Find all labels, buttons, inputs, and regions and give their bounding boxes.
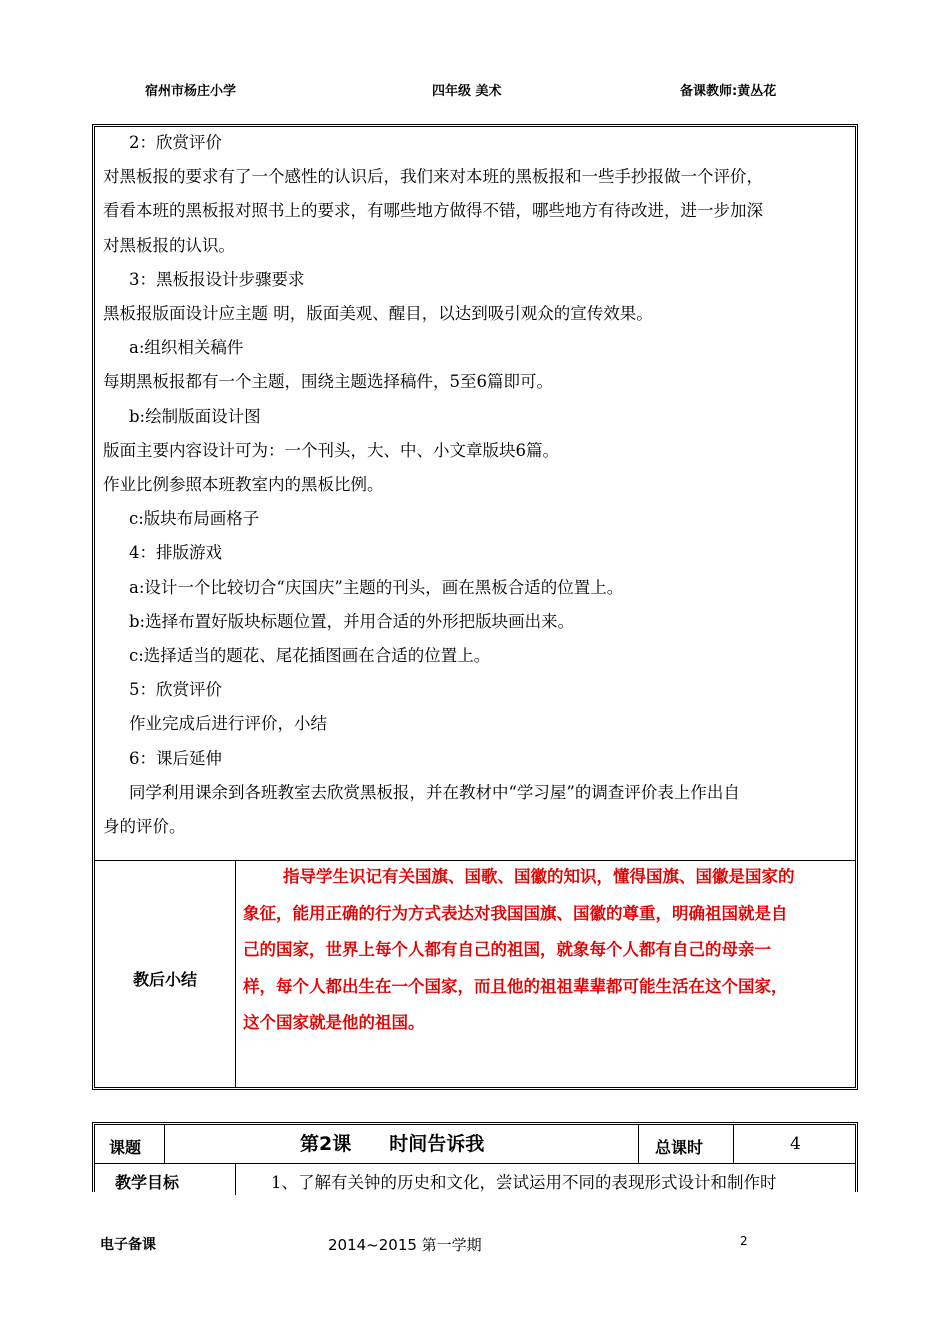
header-school: 宿州市杨庄小学 bbox=[145, 84, 237, 99]
body-line: a:组织相关稿件 bbox=[129, 338, 244, 358]
summary-divider bbox=[95, 860, 855, 861]
summary-column-divider bbox=[235, 860, 236, 1088]
row-divider bbox=[95, 1163, 855, 1164]
lesson-info-table bbox=[92, 1122, 858, 1192]
body-line: a:设计一个比较切合“庆国庆”主题的刊头，画在黑板合适的位置上。 bbox=[129, 577, 624, 597]
page-footer bbox=[0, 1234, 950, 1258]
body-line: 作业比例参照本班教室内的黑板比例。 bbox=[103, 475, 384, 494]
body-line: 对黑板报的认识。 bbox=[103, 235, 235, 255]
header-grade-subject: 四年级 美术 bbox=[432, 84, 502, 99]
page-header bbox=[0, 80, 950, 102]
goal-text: 1、了解有关钟的历史和文化，尝试运用不同的表现形式设计和制作时 bbox=[271, 1173, 777, 1192]
body-line: 同学利用课余到各班教室去欣赏黑板报，并在教材中“学习屋”的调查评价表上作出自 bbox=[129, 782, 740, 802]
col-divider-2 bbox=[638, 1125, 639, 1163]
lesson-title: 第2课 时间告诉我 bbox=[300, 1133, 485, 1155]
col-divider-1 bbox=[164, 1125, 165, 1163]
body-line: 每期黑板报都有一个主题，围绕主题选择稿件，5至6篇即可。 bbox=[103, 372, 553, 392]
goal-label: 教学目标 bbox=[115, 1173, 180, 1192]
summary-line: 指导学生识记有关国旗、国歌、国徽的知识，懂得国旗、国徽是国家的 bbox=[283, 867, 795, 886]
total-hours-value: 4 bbox=[790, 1134, 801, 1154]
col-divider-4 bbox=[235, 1163, 236, 1195]
body-line: 3：黑板报设计步骤要求 bbox=[129, 269, 305, 289]
topic-label: 课题 bbox=[109, 1138, 142, 1157]
summary-line: 这个国家就是他的祖国。 bbox=[243, 1013, 425, 1032]
summary-line: 象征，能用正确的行为方式表达对我国国旗、国徽的尊重，明确祖国就是自 bbox=[243, 903, 788, 923]
body-line: 6：课后延伸 bbox=[129, 748, 222, 768]
footer-label: 电子备课 bbox=[100, 1237, 156, 1253]
lesson-process-box bbox=[92, 124, 858, 1090]
body-line: 5：欣赏评价 bbox=[129, 680, 222, 700]
body-line: 看看本班的黑板报对照书上的要求，有哪些地方做得不错，哪些地方有待改进，进一步加深 bbox=[103, 201, 763, 221]
body-line: 对黑板报的要求有了一个感性的认识后，我们来对本班的黑板报和一些手抄报做一个评价， bbox=[103, 167, 763, 187]
col-divider-3 bbox=[733, 1125, 734, 1163]
body-line: 作业完成后进行评价，小结 bbox=[129, 714, 327, 734]
body-line: 黑板报版面设计应主题 明，版面美观、醒目，以达到吸引观众的宣传效果。 bbox=[103, 304, 653, 323]
summary-line: 己的国家，世界上每个人都有自己的祖国，就象每个人都有自己的母亲一 bbox=[243, 940, 771, 959]
total-hours-label: 总课时 bbox=[655, 1138, 704, 1157]
footer-term: 2014~2015 第一学期 bbox=[328, 1236, 482, 1254]
body-line: b:绘制版面设计图 bbox=[129, 406, 261, 426]
page-number: 2 bbox=[740, 1234, 748, 1248]
summary-line: 样，每个人都出生在一个国家，而且他的祖祖辈辈都可能生活在这个国家， bbox=[243, 976, 788, 996]
body-line: 2：欣赏评价 bbox=[129, 133, 222, 152]
body-line: c:选择适当的题花、尾花插图画在合适的位置上。 bbox=[129, 646, 491, 665]
body-line: 版面主要内容设计可为：一个刊头，大、中、小文章版块6篇。 bbox=[103, 440, 559, 460]
body-line: 4：排版游戏 bbox=[129, 543, 222, 563]
body-line: 身的评价。 bbox=[103, 817, 186, 836]
header-teacher: 备课教师:黄丛花 bbox=[680, 84, 777, 99]
body-line: c:版块布局画格子 bbox=[129, 509, 260, 529]
summary-label: 教后小结 bbox=[132, 970, 197, 989]
body-line: b:选择布置好版块标题位置，并用合适的外形把版块画出来。 bbox=[129, 611, 575, 631]
